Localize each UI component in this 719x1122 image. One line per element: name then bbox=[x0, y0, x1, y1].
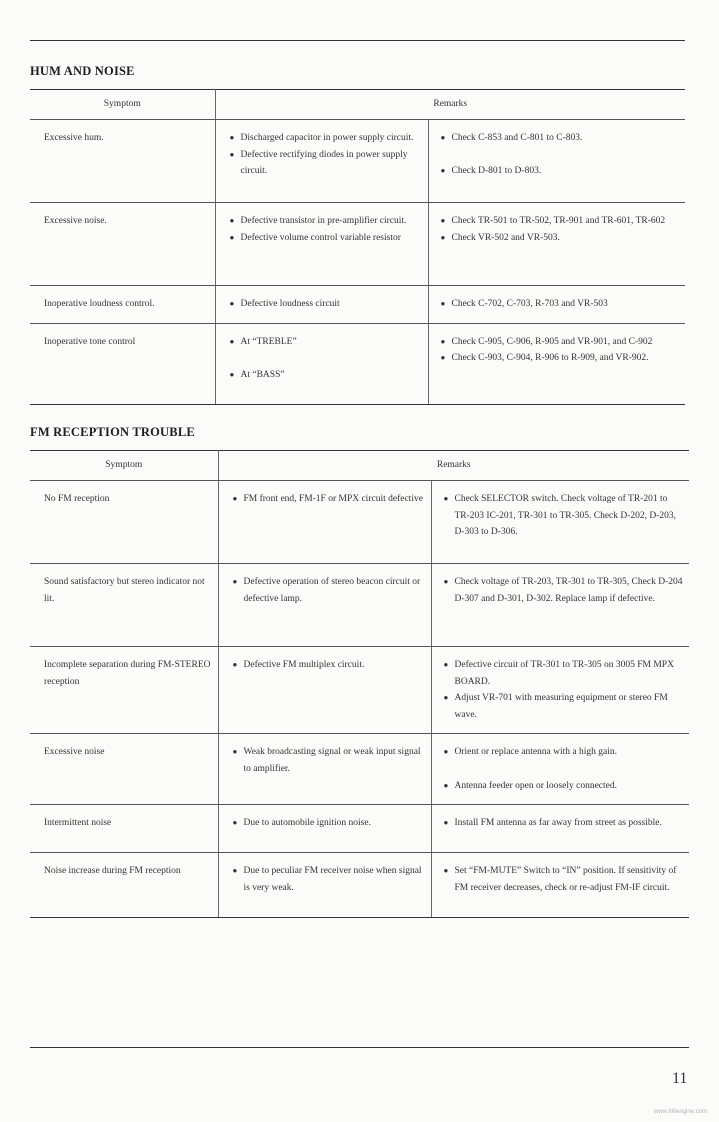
cause-cell bbox=[218, 853, 431, 918]
top-rule bbox=[30, 40, 685, 41]
bullet-icon: ● bbox=[443, 494, 449, 503]
list-item: ● Due to automobile ignition noise. bbox=[233, 815, 425, 832]
list-item: ● Orient or replace antenna with a high gain. bbox=[444, 744, 684, 761]
cause-cell bbox=[215, 203, 428, 286]
list-item: ● Check SELECTOR switch. Check voltage of TR-201 to TR-203 IC-201, TR-301 to TR-305. Check D-202, D-203, D-303 to D-306. bbox=[444, 491, 684, 541]
list-item: ● Defective rectifying diodes in power supply circuit. bbox=[230, 147, 422, 180]
remark-cell bbox=[431, 481, 689, 564]
remarks-header: Remarks bbox=[215, 90, 685, 120]
bullet-icon: ● bbox=[443, 660, 449, 669]
list-item: ● At “TREBLE” bbox=[230, 334, 422, 351]
list-item: ● FM front end, FM-1F or MPX circuit defective bbox=[233, 491, 425, 508]
bullet-icon: ● bbox=[232, 818, 238, 828]
cause-cell bbox=[218, 564, 431, 647]
table-header bbox=[30, 451, 689, 481]
bullet-icon: ● bbox=[443, 818, 449, 828]
page-number: 11 bbox=[672, 1070, 688, 1087]
remark-cell bbox=[431, 734, 689, 805]
remark-cell bbox=[428, 120, 685, 203]
symptom-cell: Intermittent noise bbox=[30, 805, 218, 853]
symptom-cell: Sound satisfactory but stereo indicator not lit. bbox=[30, 564, 218, 647]
symptom-cell: Inoperative tone control bbox=[30, 323, 215, 404]
table-row bbox=[30, 564, 689, 647]
table-row bbox=[30, 286, 685, 324]
bullet-icon: ● bbox=[443, 866, 449, 876]
bullet-icon: ● bbox=[229, 133, 235, 142]
cause-cell bbox=[218, 734, 431, 805]
remarks-header: Remarks bbox=[218, 451, 689, 481]
table-row bbox=[30, 647, 689, 734]
list-item: ● Defective loudness circuit bbox=[230, 296, 422, 313]
bullet-icon: ● bbox=[229, 232, 235, 242]
list-item: ● Defective FM multiplex circuit. bbox=[233, 657, 425, 674]
bullet-icon: ● bbox=[440, 353, 446, 363]
bullet-icon: ● bbox=[229, 336, 235, 346]
bullet-icon: ● bbox=[440, 299, 446, 308]
table-row bbox=[30, 481, 689, 564]
list-item: ● Check voltage of TR-203, TR-301 to TR-305, Check D-204 D-307 and D-301, D-302. Replace lamp if defective. bbox=[444, 574, 684, 607]
bottom-rule bbox=[30, 1047, 689, 1048]
bullet-icon: ● bbox=[443, 693, 449, 703]
table-row bbox=[30, 734, 689, 805]
list-item: ● Check VR-502 and VR-503. bbox=[441, 230, 680, 247]
list-item: ● Defective operation of stereo beacon circuit or defective lamp. bbox=[233, 574, 425, 607]
remark-cell bbox=[431, 647, 689, 734]
bullet-icon: ● bbox=[232, 866, 238, 876]
bullet-icon: ● bbox=[440, 216, 446, 225]
list-item: ● Check C-905, C-906, R-905 and VR-901, and C-902 bbox=[441, 334, 680, 351]
cause-cell bbox=[215, 120, 428, 203]
bullet-icon: ● bbox=[229, 216, 235, 225]
list-item: ● Defective transistor in pre-amplifier circuit. bbox=[230, 213, 422, 230]
remark-cell bbox=[431, 853, 689, 918]
fm-reception-title: FM RECEPTION TROUBLE bbox=[30, 425, 195, 439]
remark-cell bbox=[428, 323, 685, 404]
cause-cell bbox=[218, 805, 431, 853]
fm-reception-table bbox=[30, 450, 689, 918]
list-item: ● Check C-903, C-904, R-906 to R-909, and VR-902. bbox=[441, 350, 680, 367]
table-row bbox=[30, 323, 685, 404]
hum-noise-table bbox=[30, 89, 685, 405]
symptom-cell: Inoperative loudness control. bbox=[30, 286, 215, 324]
list-item: ● Adjust VR-701 with measuring equipment or stereo FM wave. bbox=[444, 690, 684, 723]
remark-cell bbox=[431, 564, 689, 647]
cause-cell bbox=[215, 323, 428, 404]
symptom-header: Symptom bbox=[30, 90, 215, 120]
bullet-icon: ● bbox=[440, 133, 446, 142]
table-row bbox=[30, 203, 685, 286]
symptom-cell: Excessive noise bbox=[30, 734, 218, 805]
list-item: ● Due to peculiar FM receiver noise when signal is very weak. bbox=[233, 863, 425, 896]
cause-cell bbox=[215, 286, 428, 324]
symptom-cell: No FM reception bbox=[30, 481, 218, 564]
bullet-icon: ● bbox=[232, 660, 238, 669]
bullet-icon: ● bbox=[232, 494, 238, 503]
bullet-icon: ● bbox=[229, 299, 235, 308]
table-row bbox=[30, 853, 689, 918]
remark-cell bbox=[428, 286, 685, 324]
bullet-icon: ● bbox=[443, 577, 449, 586]
list-item: ● Weak broadcasting signal or weak input signal to amplifier. bbox=[233, 744, 425, 777]
list-item: ● Defective circuit of TR-301 to TR-305 on 3005 FM MPX BOARD. bbox=[444, 657, 684, 690]
list-item: ● At “BASS” bbox=[230, 367, 422, 384]
list-item: ● Defective volume control variable resistor bbox=[230, 230, 422, 247]
symptom-cell: Noise increase during FM reception bbox=[30, 853, 218, 918]
cause-cell bbox=[218, 647, 431, 734]
watermark: www.hifiengine.com bbox=[654, 1109, 708, 1115]
symptom-cell: Excessive noise. bbox=[30, 203, 215, 286]
table-row bbox=[30, 805, 689, 853]
list-item: ● Check TR-501 to TR-502, TR-901 and TR-601, TR-602 bbox=[441, 213, 680, 230]
list-item: ● Check C-853 and C-801 to C-803. bbox=[441, 130, 680, 147]
bullet-icon: ● bbox=[440, 336, 446, 346]
bullet-icon: ● bbox=[232, 747, 238, 757]
symptom-cell: Incomplete separation during FM-STEREO reception bbox=[30, 647, 218, 734]
hum-noise-title: HUM AND NOISE bbox=[30, 64, 135, 78]
list-item: ● Discharged capacitor in power supply circuit. bbox=[230, 130, 422, 147]
cause-cell bbox=[218, 481, 431, 564]
bullet-icon: ● bbox=[232, 577, 238, 586]
bullet-icon: ● bbox=[229, 149, 235, 159]
table-header bbox=[30, 90, 685, 120]
bullet-icon: ● bbox=[229, 369, 235, 379]
remark-cell bbox=[431, 805, 689, 853]
symptom-header: Symptom bbox=[30, 451, 218, 481]
list-item: ● Set “FM-MUTE” Switch to “IN” position. If sensitivity of FM receiver decreases, check or re-adjust FM-IF circuit. bbox=[444, 863, 684, 896]
bullet-icon: ● bbox=[440, 232, 446, 242]
bullet-icon: ● bbox=[440, 166, 446, 176]
bullet-icon: ● bbox=[443, 747, 449, 757]
list-item: ● Check C-702, C-703, R-703 and VR-503 bbox=[441, 296, 680, 313]
list-item: ● Check D-801 to D-803. bbox=[441, 163, 680, 180]
list-item: ● Antenna feeder open or loosely connected. bbox=[444, 778, 684, 795]
bullet-icon: ● bbox=[443, 780, 449, 790]
list-item: ● Install FM antenna as far away from street as possible. bbox=[444, 815, 684, 832]
remark-cell bbox=[428, 203, 685, 286]
symptom-cell: Excessive hum. bbox=[30, 120, 215, 203]
table-row bbox=[30, 120, 685, 203]
